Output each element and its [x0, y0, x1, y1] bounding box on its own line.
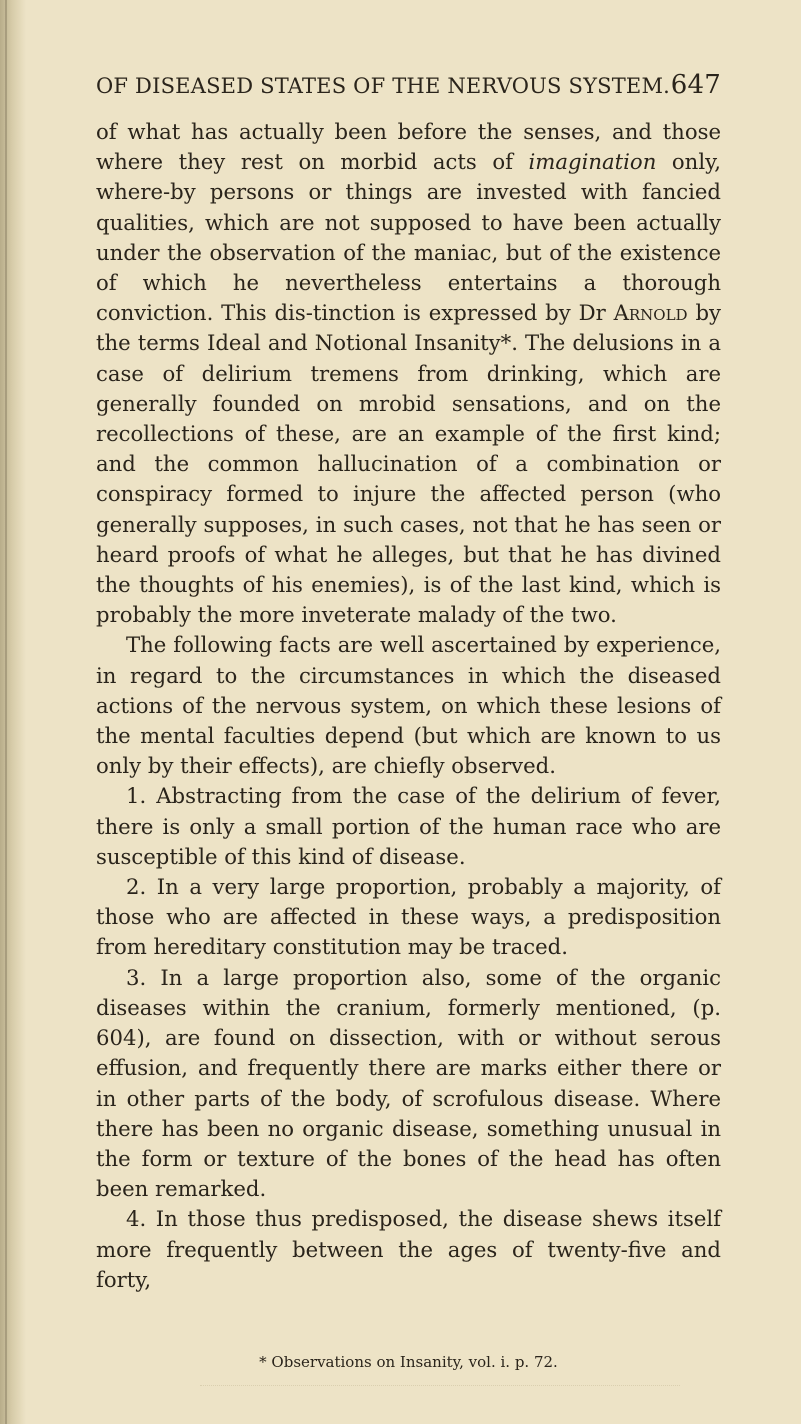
gutter-line — [5, 0, 7, 1424]
p1-emphasis: imagination — [528, 149, 657, 175]
p1-text-b: only, where-by persons or things are invested with fancied qualities, which are not supposed to have been actually under the observation of the maniac, but of the existence of which he nevertheless entertains a thorough conviction. This dis-tinction is expressed by Dr — [96, 149, 721, 326]
list-item-4: 4. In those thus predisposed, the disease shews itself more frequently between the ages of twenty-five and forty, — [96, 1206, 721, 1292]
body-text — [96, 117, 721, 1295]
list-item-3: 3. In a large proportion also, some of the organic diseases within the cranium, formerly mentioned, (p. 604), are found on dissection, with or without serous effusion, and frequently there are marks either there or in other parts of the body, of scrofulous disease. Where there has been no organic disease, something unusual in the form or texture of the bones of the head has often been remarked. — [96, 964, 721, 1202]
page-spine-shadow — [0, 0, 26, 1424]
running-header — [96, 70, 721, 100]
running-title: OF DISEASED STATES OF THE NERVOUS SYSTEM. — [96, 74, 671, 98]
paragraph-1 — [96, 117, 721, 630]
bleed-through-mark — [200, 1385, 680, 1400]
paragraph-2: The following facts are well ascertained by experience, in regard to the circumstances in which the diseased actions of the nervous system, on which these lesions of the mental faculties depend (but which are known to us only by their effects), are chiefly observed. — [96, 632, 721, 779]
list-item-2: 2. In a very large proportion, probably a majority, of those who are affected in these ways, a predisposition from hereditary constitution may be traced. — [96, 874, 721, 960]
list-item-1: 1. Abstracting from the case of the delirium of fever, there is only a small portion of the human race who are susceptible of this kind of disease. — [96, 783, 721, 869]
p1-text-a: of what has actually been before the senses, and those where they rest on morbid acts of — [96, 119, 721, 175]
p1-text-c: by the terms Ideal and Notional Insanity*. The delusions in a case of delirium tremens from drinking, which are generally founded on mrobid sensations, and on the recollections of these, are an example of the first kind; and the common hallucination of a combination or conspiracy formed to injure the affected person (who generally supposes, in such cases, not that he has seen or heard proofs of what he alleges, but that he has divined the thoughts of his enemies), is of the last kind, which is probably the more inveterate malady of the two. — [96, 300, 721, 628]
footnote: * Observations on Insanity, vol. i. p. 72. — [259, 1353, 558, 1371]
author-name-arnold: Arnold — [613, 300, 688, 326]
page-number: 647 — [670, 70, 721, 100]
